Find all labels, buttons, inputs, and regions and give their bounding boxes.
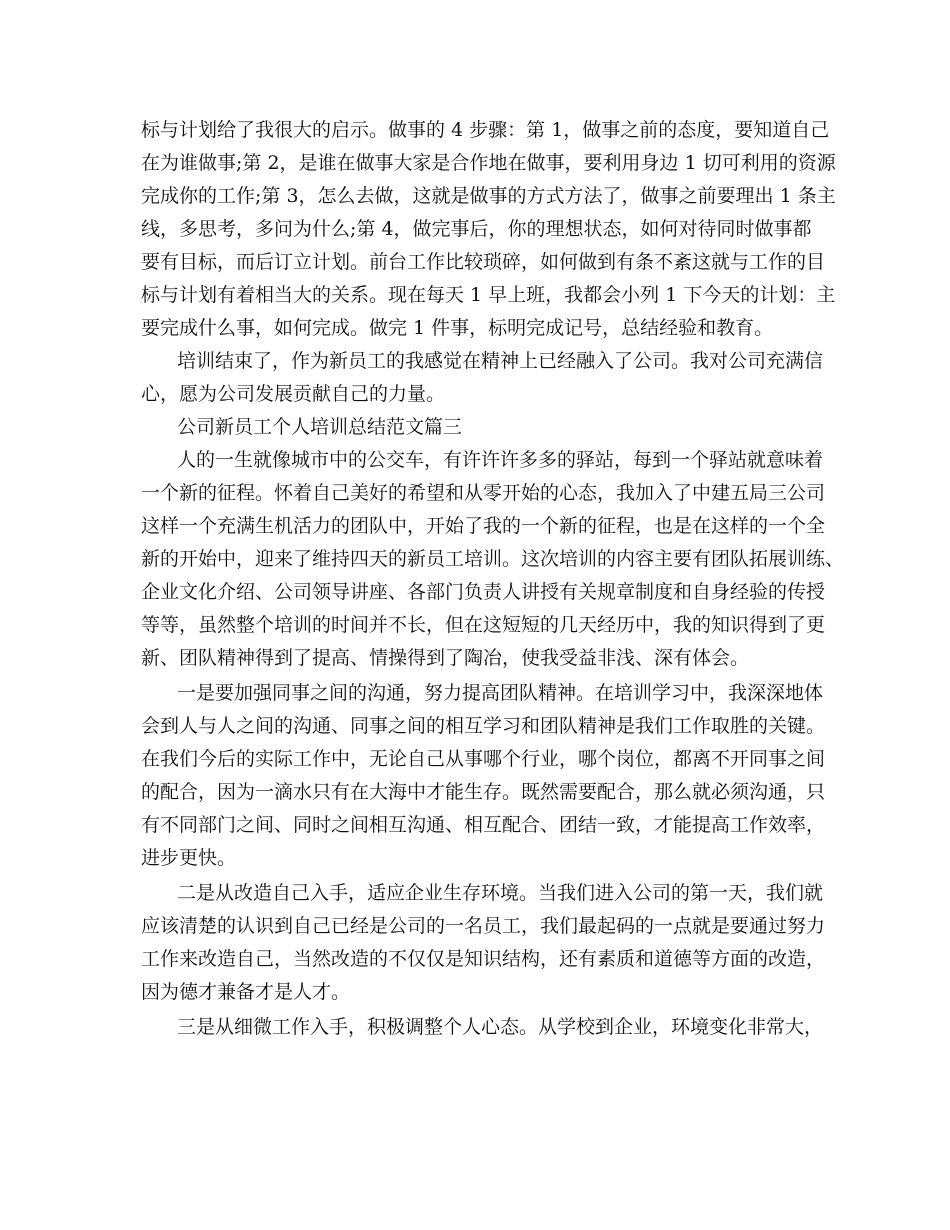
text-line: 三是从细微工作入手，积极调整个人心态。从学校到企业，环境变化非常大， <box>177 1016 824 1038</box>
text-line: 一个新的征程。怀着自己美好的希望和从零开始的心态，我加入了中建五局三公司 <box>141 482 826 504</box>
text-line: 培训结束了，作为新员工的我感觉在精神上已经融入了公司。我对公司充满信 <box>177 350 824 372</box>
text-line: 这样一个充满生机活力的团队中，开始了我的一个新的征程，也是在这样的一个全 <box>141 515 826 537</box>
text-line: 标与计划有着相当大的关系。现在每天 1 早上班，我都会小列 1 下今天的计划：主 <box>141 284 836 306</box>
text-line: 应该清楚的认识到自己已经是公司的一名员工，我们最起码的一点就是要通过努力 <box>141 915 826 937</box>
text-line: 因为德才兼备才是人才。 <box>141 981 351 1003</box>
text-line: 新的开始中，迎来了维持四天的新员工培训。这次培训的内容主要有团队拓展训练、 <box>141 548 845 570</box>
text-line: 在我们今后的实际工作中，无论自己从事哪个行业，哪个岗位，都离不开同事之间 <box>141 748 826 770</box>
text-line: 人的一生就像城市中的公交车，有许许许多多的驿站，每到一个驿站就意味着 <box>177 449 824 471</box>
text-line: 会到人与人之间的沟通、同事之间的相互学习和团队精神是我们工作取胜的关键。 <box>141 715 826 737</box>
text-line: 在为谁做事;第 2，是谁在做事大家是合作地在做事，要利用身边 1 切可利用的资源 <box>141 152 836 174</box>
text-line: 二是从改造自己入手，适应企业生存环境。当我们进入公司的第一天，我们就 <box>177 882 824 904</box>
text-line: 要完成什么事，如何完成。做完 1 件事，标明完成记号，总结经验和教育。 <box>141 317 774 339</box>
text-line: 的配合，因为一滴水只有在大海中才能生存。既然需要配合，那么就必须沟通，只 <box>141 781 826 803</box>
text-line: 标与计划给了我很大的启示。做事的 4 步骤：第 1，做事之前的态度，要知道自己 <box>141 119 830 141</box>
text-line: 心，愿为公司发展贡献自己的力量。 <box>141 383 446 405</box>
text-line: 新、团队精神得到了提高、情操得到了陶冶，使我受益非浅、深有体会。 <box>141 647 750 669</box>
section-heading: 公司新员工个人培训总结范文篇三 <box>177 416 463 438</box>
text-line: 完成你的工作;第 3，怎么去做，这就是做事的方式方法了，做事之前要理出 1 条主 <box>141 185 836 207</box>
text-line: 一是要加强同事之间的沟通，努力提高团队精神。在培训学习中，我深深地体 <box>177 682 824 704</box>
text-line: 工作来改造自己，当然改造的不仅仅是知识结构，还有素质和道德等方面的改造， <box>141 948 826 970</box>
text-line: 有不同部门之间、同时之间相互沟通、相互配合、团结一致，才能提高工作效率， <box>141 814 826 836</box>
text-line: 线，多思考，多问为什么;第 4，做完事后，你的理想状态，如何对待同时做事都 <box>141 218 812 240</box>
text-line: 要有目标，而后订立计划。前台工作比较琐碎，如何做到有条不紊这就与工作的目 <box>141 251 826 273</box>
text-line: 进步更快。 <box>141 847 237 869</box>
text-line: 等等，虽然整个培训的时间并不长，但在这短短的几天经历中，我的知识得到了更 <box>141 614 826 636</box>
text-line: 企业文化介绍、公司领导讲座、各部门负责人讲授有关规章制度和自身经验的传授 <box>141 581 826 603</box>
